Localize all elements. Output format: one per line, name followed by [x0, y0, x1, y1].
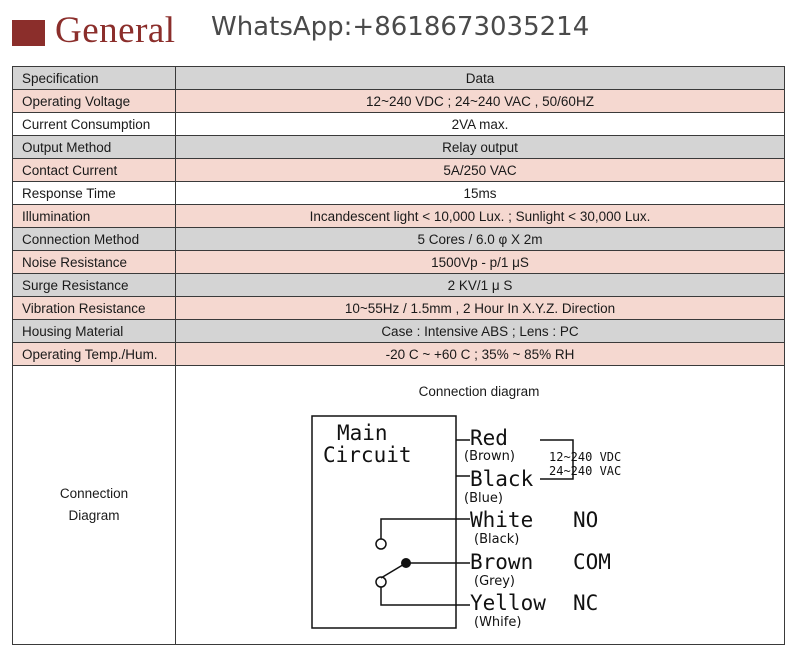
- row-label: Noise Resistance: [13, 251, 176, 274]
- table-row: [13, 228, 785, 251]
- row-value: 2 KV/1 μ S: [176, 274, 785, 297]
- table-row: [13, 251, 785, 274]
- row-value: 1500Vp - p/1 μS: [176, 251, 785, 274]
- table-row: [13, 320, 785, 343]
- no-contact: [376, 539, 386, 549]
- row-value: 2VA max.: [176, 113, 785, 136]
- wire-label-brown: Brown: [470, 550, 534, 574]
- diagram-row-label-line2: Diagram: [68, 508, 120, 523]
- spec-table: [12, 66, 785, 645]
- wire-sublabel-black: (Blue): [464, 491, 503, 506]
- row-value: -20 C ~ +60 C ; 35% ~ 85% RH: [176, 343, 785, 366]
- table-row: [13, 159, 785, 182]
- row-label: Operating Temp./Hum.: [13, 343, 176, 366]
- row-label: Vibration Resistance: [13, 297, 176, 320]
- connection-diagram: [176, 366, 782, 644]
- table-row: [13, 297, 785, 320]
- wire-sublabel-brown: (Grey): [474, 574, 515, 589]
- section-title: General: [55, 10, 176, 51]
- diagram-row: [13, 366, 785, 645]
- table-row: [13, 205, 785, 228]
- whatsapp-contact: WhatsApp:+8618673035214: [211, 12, 590, 42]
- row-value: 15ms: [176, 182, 785, 205]
- page-header: [0, 0, 795, 62]
- terminal-no: NO: [573, 508, 599, 532]
- header-data: Data: [176, 67, 785, 90]
- row-label: Response Time: [13, 182, 176, 205]
- row-value: Incandescent light < 10,000 Lux. ; Sunlight < 30,000 Lux.: [176, 205, 785, 228]
- header-spec: Specification: [13, 67, 176, 90]
- row-value: Case : Intensive ABS ; Lens : PC: [176, 320, 785, 343]
- table-row: [13, 343, 785, 366]
- wire-sublabel-white: (Black): [474, 532, 520, 547]
- wire-label-yellow: Yellow: [470, 591, 546, 615]
- diagram-row-label-line1: Connection: [59, 486, 129, 501]
- diagram-caption: Connection diagram: [418, 384, 540, 399]
- row-label: Connection Method: [13, 228, 176, 251]
- table-row: [13, 136, 785, 159]
- terminal-com: COM: [573, 550, 611, 574]
- diagram-row-label: [13, 366, 176, 645]
- row-label: Current Consumption: [13, 113, 176, 136]
- row-label: Illumination: [13, 205, 176, 228]
- row-value: 5 Cores / 6.0 φ X 2m: [176, 228, 785, 251]
- wire-sublabel-red: (Brown): [464, 449, 515, 464]
- supply-voltage-ac: 24~240 VAC: [549, 464, 622, 478]
- wire-sublabel-yellow: (Whife): [474, 615, 522, 630]
- row-label: Contact Current: [13, 159, 176, 182]
- table-row: [13, 182, 785, 205]
- row-value: 10~55Hz / 1.5mm , 2 Hour In X.Y.Z. Direction: [176, 297, 785, 320]
- wire-label-white: White: [470, 508, 534, 532]
- nc-contact: [376, 577, 386, 587]
- table-row: [13, 90, 785, 113]
- row-label: Housing Material: [13, 320, 176, 343]
- row-label: Surge Resistance: [13, 274, 176, 297]
- wire-label-black: Black: [470, 467, 534, 491]
- row-value: Relay output: [176, 136, 785, 159]
- main-circuit-label-line2: Circuit: [323, 443, 412, 467]
- section-marker: [12, 20, 45, 46]
- com-contact: [401, 558, 411, 568]
- wire-label-red: Red: [470, 426, 508, 450]
- diagram-cell: [176, 366, 785, 645]
- supply-voltage-dc: 12~240 VDC: [549, 450, 622, 464]
- row-label: Operating Voltage: [13, 90, 176, 113]
- terminal-nc: NC: [573, 591, 599, 615]
- row-value: 12~240 VDC ; 24~240 VAC , 50/60HZ: [176, 90, 785, 113]
- main-circuit-label-line1: Main: [337, 421, 388, 445]
- row-label: Output Method: [13, 136, 176, 159]
- table-row: [13, 274, 785, 297]
- table-header-row: [13, 67, 785, 90]
- row-value: 5A/250 VAC: [176, 159, 785, 182]
- table-row: [13, 113, 785, 136]
